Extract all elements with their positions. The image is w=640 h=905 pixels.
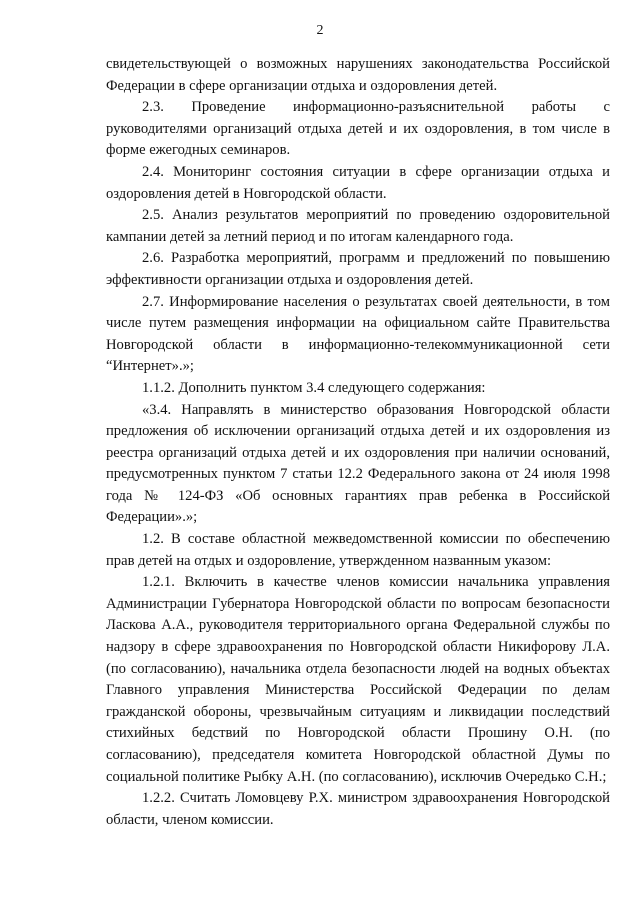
page-number: 2 [316,23,324,38]
document-body [106,54,610,831]
paragraph-3-4: «3.4. Направлять в министерство образования Новгородской области предложения об исключении организаций отдыха детей и их оздоровления из реестра организаций отдыха детей и их оздоровления при наличии оснований, предусмотренных пунктом 7 статьи 12.2 Федерального закона от 24 июля 1998 года № 124-ФЗ «Об основных гарантиях прав ребенка в Российской Федерации».»; [106,401,610,526]
paragraph-2-3: 2.3. Проведение информационно-разъяснительной работы с руководителями организаций отдыха детей и их оздоровления, в том числе в форме ежегодных семинаров. [106,99,610,159]
paragraph-2-7: 2.7. Информирование населения о результатах своей деятельности, в том числе путем размещения информации на официальном сайте Правительства Новгородской области в информационно-телекоммуникационной сети “Интернет».»; [106,293,610,375]
paragraph-2-6: 2.6. Разработка мероприятий, программ и предложений по повышению эффективности организации отдыха и оздоровления детей. [106,250,610,288]
paragraph-1-1-2: 1.1.2. Дополнить пунктом 3.4 следующего содержания: [142,379,486,396]
paragraph-2-4: 2.4. Мониторинг состояния ситуации в сфере организации отдыха и оздоровления детей в Новгородской области. [106,163,610,202]
paragraph-2-5: 2.5. Анализ результатов мероприятий по проведению оздоровительной кампании детей за летний период и по итогам календарного года. [106,207,610,245]
paragraph-1-2: 1.2. В составе областной межведомственной комиссии по обеспечению прав детей на отдых и оздоровление, утвержденном названным указом: [106,531,610,569]
paragraph-continuation: свидетельствующей о возможных нарушениях законодательства Российской Федерации в сфере организации отдыха и оздоровления детей. [106,56,610,94]
paragraph-1-2-1: 1.2.1. Включить в качестве членов комиссии начальника управления Администрации Губернатора Новгородской области по вопросам безопасности Ласкова А.А., руководителя территориального органа Федеральной службы по надзору в сфере здравоохранения по Новгородской области Никифорову Л.А. (по согласованию), начальника отдела безопасности людей на водных объектах Главного управления Министерства Российской Федерации по делам гражданской обороны, чрезвычайным ситуациям и ликвидации последствий стихийных бедствий по Новгородской области Прошину О.Н. (по согласованию), председателя комитета Новгородской областной Думы по социальной политике Рыбку А.Н. (по согласованию), исключив Очередько С.Н.; [106,574,610,785]
paragraph-1-2-2: 1.2.2. Считать Ломовцеву Р.Х. министром здравоохранения Новгородской области, членом комиссии. [106,790,610,828]
